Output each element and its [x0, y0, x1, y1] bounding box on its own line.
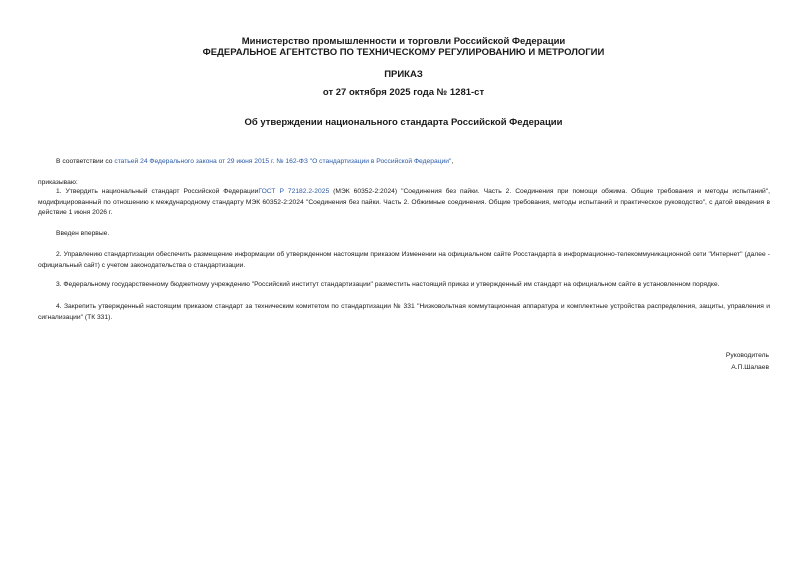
ministry-heading: Министерство промышленности и торговли Российской Федерации: [241, 36, 566, 47]
order-word: приказываю:: [38, 179, 78, 186]
item-1-prefix: 1. Утвердить национальный стандарт Российской Федерации: [56, 188, 259, 195]
signatory-name: А.П.Шалаев: [731, 364, 769, 371]
item-1-suffix: (МЭК 60352-2:2024) "Соединения без пайки. Часть 2. Соединения при помощи обжима. Общие требования и методы испытаний", модифицированный по отношению к международному стандарту МЭК 60352-2:2024 "Соединения без пайки. Часть 2. Обжимные соединения. Общие требования, методы испытаний и практическое руководство", с датой введения в действие 1 июня 2026 г.: [38, 188, 771, 216]
agency-heading: ФЕДЕРАЛЬНОЕ АГЕНТСТВО ПО ТЕХНИЧЕСКОМУ РЕГУЛИРОВАНИЮ И МЕТРОЛОГИИ: [202, 47, 605, 58]
document-title: Об утверждении национального стандарта Российской Федерации: [244, 117, 563, 128]
basis-prefix: В соответствии со: [56, 158, 115, 165]
signatory-position: Руководитель: [725, 352, 769, 359]
gost-standard-link[interactable]: ГОСТ Р 72182.2-2025: [258, 188, 330, 195]
document-type-heading: ПРИКАЗ: [384, 69, 423, 80]
item-1-paragraph: [38, 187, 770, 219]
item-3-paragraph: 3. Федеральному государственному бюджетному учреждению "Российский институт стандартизации" разместить настоящий приказ и утвержденный им стандарт на официальном сайте в установленном порядке.: [56, 281, 720, 288]
item-2-paragraph: 2. Управлению стандартизации обеспечить размещение информации об утвержденном настоящим приказом Изменении на официальном сайте Росстандарта в информационно-телекоммуникационной сети "Интернет" (далее - официальный сайт) с учетом законодательства о стандартизации.: [38, 251, 770, 269]
basis-suffix: ,: [451, 158, 454, 165]
date-number-heading: от 27 октября 2025 года № 1281-ст: [322, 87, 485, 98]
item-4-paragraph: 4. Закрепить утвержденный настоящим приказом стандарт за техническим комитетом по стандартизации № 331 "Низковольтная коммутационная аппаратура и комплектные устройства распределения, защиты, управления и сигнализации" (ТК 331).: [38, 303, 770, 321]
basis-paragraph: [38, 157, 770, 168]
signature-block: [726, 350, 769, 374]
federal-law-link[interactable]: статьей 24 Федерального закона от 29 июня 2015 г. № 162-ФЗ "О стандартизации в Российской Федерации": [114, 158, 452, 165]
introduced-first-note: Введен впервые.: [56, 230, 110, 237]
